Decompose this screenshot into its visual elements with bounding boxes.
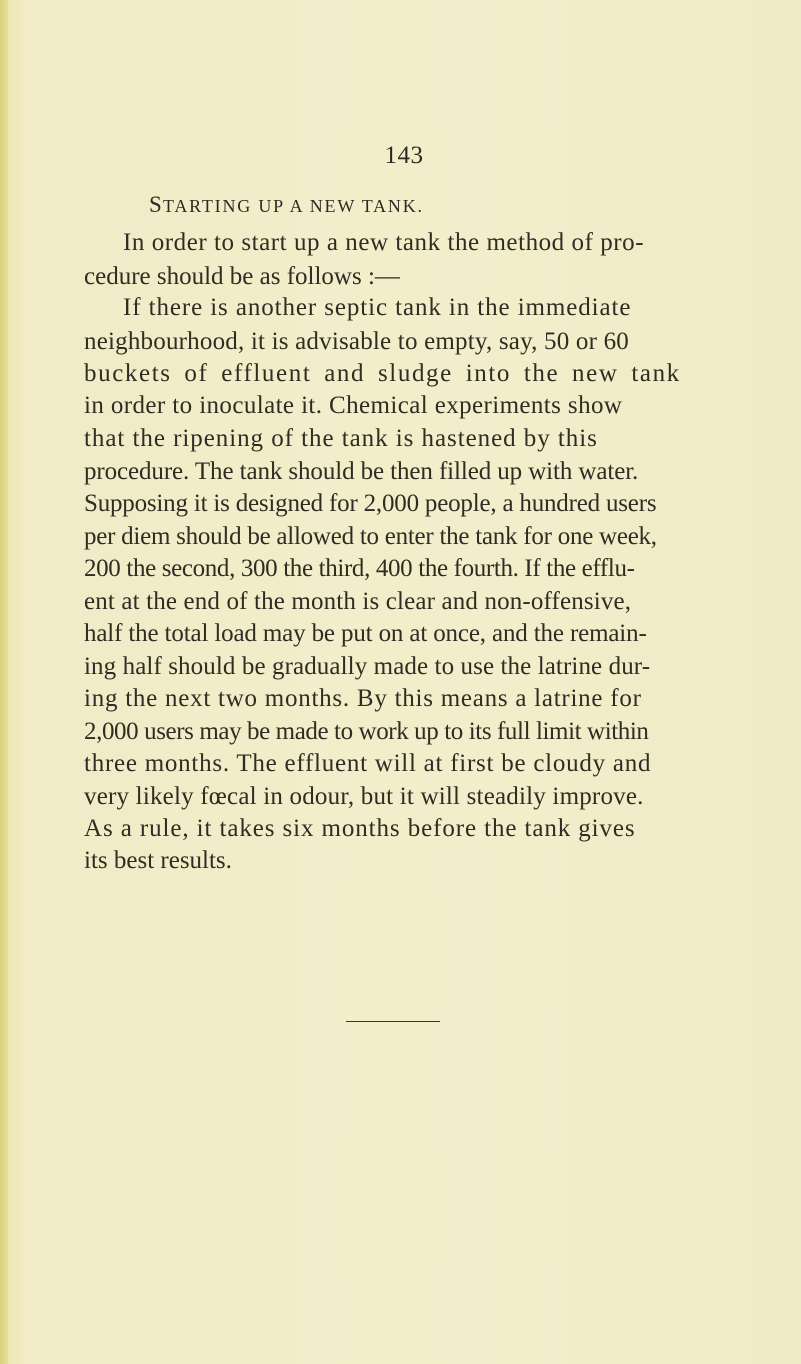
page-number: 143	[384, 142, 424, 169]
text-line: In order to start up a new tank the method of pro-	[123, 229, 645, 256]
text-line: ing the next two months. By this means a latrine for	[84, 685, 642, 712]
text-line: its best results.	[84, 847, 232, 874]
text-line: 2,000 users may be made to work up to its full limit within	[84, 718, 649, 745]
section-heading	[149, 190, 569, 221]
text-line: in order to inoculate it. Chemical experiments show	[84, 392, 623, 419]
text-line: 200 the second, 300 the third, 400 the fourth. If the efflu-	[84, 555, 635, 582]
heading-rest: TARTING UP A NEW TANK.	[163, 196, 424, 216]
text-line: If there is another septic tank in the immediate	[123, 294, 632, 321]
heading-initial: S	[149, 192, 163, 217]
text-line: half the total load may be put on at once, and the remain-	[84, 620, 647, 647]
text-line: ing half should be gradually made to use the latrine dur-	[84, 653, 651, 680]
text-line: three months. The effluent will at first be cloudy and	[84, 750, 652, 777]
text-line: per diem should be allowed to enter the tank for one week,	[84, 523, 657, 550]
text-line: ent at the end of the month is clear and non-offensive,	[84, 588, 632, 615]
text-line: buckets of effluent and sludge into the new tank	[84, 360, 681, 387]
text-line: procedure. The tank should be then filled up with water.	[84, 458, 639, 485]
page-binding-edge	[0, 0, 8, 1364]
text-line: neighbourhood, it is advisable to empty, say, 50 or 60	[84, 328, 629, 355]
text-line: that the ripening of the tank is hastened by this	[84, 425, 598, 452]
text-line: As a rule, it takes six months before the tank gives	[84, 815, 636, 842]
section-end-rule	[346, 1021, 440, 1022]
text-line: Supposing it is designed for 2,000 people, a hundred users	[84, 490, 657, 517]
text-line: cedure should be as follows :—	[84, 263, 400, 290]
text-line: very likely fœcal in odour, but it will steadily improve.	[84, 783, 644, 810]
